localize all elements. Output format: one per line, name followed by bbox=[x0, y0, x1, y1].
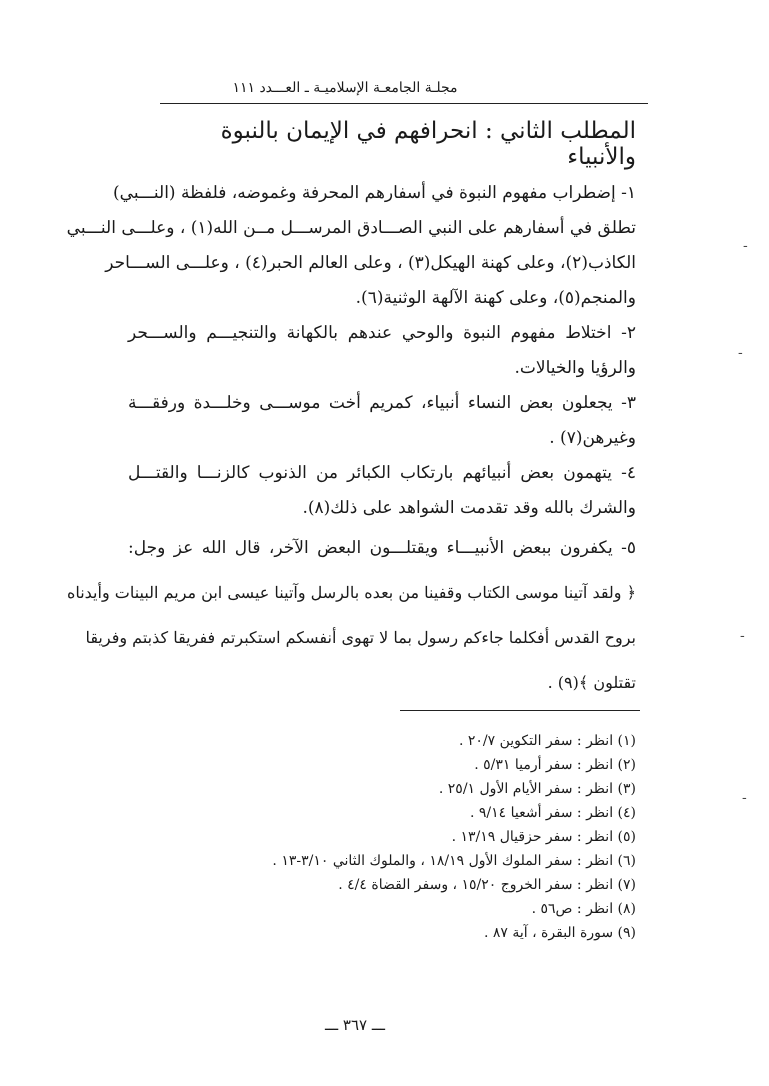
footnote: (٩) سورة البقرة ، آية ٨٧ . bbox=[483, 925, 636, 941]
body-line: والشرك بالله وقد تقدمت الشواهد على ذلك(٨). bbox=[302, 498, 636, 518]
margin-mark: - bbox=[740, 628, 745, 644]
body-line: والرؤيا والخيالات. bbox=[514, 358, 636, 378]
body-line: ٢- اختلاط مفهوم النبوة والوحي عندهم بالكهانة والتنجيـــم والســـحر bbox=[128, 323, 636, 343]
body-line: تطلق في أسفارهم على النبي الصـــادق المرســـل مــن الله(١) ، وعلـــى النـــبي bbox=[66, 218, 636, 238]
body-line: ٣- يجعلون بعض النساء أنبياء، كمريم أخت موســـى وخلـــدة ورفقـــة bbox=[128, 393, 636, 413]
footnote: (٥) انظر : سفر حزقيال ١٣/١٩ . bbox=[451, 829, 636, 845]
footnote: (٢) انظر : سفر أرميا ٥/٣١ . bbox=[474, 757, 636, 773]
footnote: (٦) انظر : سفر الملوك الأول ١٨/١٩ ، والملوك الثاني ٣/١٠-١٣ . bbox=[272, 853, 636, 869]
footnote: (٣) انظر : سفر الأيام الأول ٢٥/١ . bbox=[438, 781, 636, 797]
footnote: (٤) انظر : سفر أشعيا ٩/١٤ . bbox=[469, 805, 636, 821]
quran-verse-line: ﴿ ولقد آتينا موسى الكتاب وقفينا من بعده بالرسل وآتينا عيسى ابن مريم البينات وأيدناه bbox=[66, 583, 636, 602]
footnote-rule bbox=[400, 710, 640, 711]
margin-mark: - bbox=[742, 790, 747, 806]
footnote: (٧) انظر : سفر الخروج ١٥/٢٠ ، وسفر القضاة ٤/٤ . bbox=[338, 877, 636, 893]
quran-verse-line: تقتلون ﴾(٩) . bbox=[547, 673, 636, 692]
quran-verse-line: بروح القدس أفكلما جاءكم رسول بما لا تهوى أنفسكم استكبرتم ففريقا كذبتم وفريقا bbox=[85, 628, 636, 647]
body-line: ٤- يتهمون بعض أنبيائهم بارتكاب الكبائر من الذنوب كالزنـــا والقتـــل bbox=[128, 463, 636, 483]
body-line: ١- إضطراب مفهوم النبوة في أسفارهم المحرفة وغموضه، فلفظة (النـــبي) bbox=[113, 183, 636, 203]
running-head: مجلـة الجامعـة الإسلاميـة ـ العـــدد ١١١ bbox=[232, 80, 458, 96]
footnote: (٨) انظر : ص٥٦ . bbox=[531, 901, 636, 917]
page-number: ـــ ٣٦٧ ـــ bbox=[324, 1016, 386, 1034]
body-line: الكاذب(٢)، وعلى كهنة الهيكل(٣) ، وعلى العالم الحبر(٤) ، وعلـــى الســـاحر bbox=[105, 253, 636, 273]
body-line: ٥- يكفرون ببعض الأنبيـــاء ويقتلـــون البعض الآخر، قال الله عز وجل: bbox=[128, 538, 636, 558]
body-line: والمنجم(٥)، وعلى كهنة الآلهة الوثنية(٦). bbox=[355, 288, 636, 308]
margin-mark: - bbox=[738, 345, 743, 361]
footnote: (١) انظر : سفر التكوين ٢٠/٧ . bbox=[458, 733, 636, 749]
margin-mark: - bbox=[743, 238, 748, 254]
header-rule bbox=[160, 103, 648, 104]
body-line: وغيرهن(٧) . bbox=[549, 428, 636, 448]
section-title: المطلب الثاني : انحرافهم في الإيمان بالنبوة والأنبياء bbox=[220, 118, 636, 170]
